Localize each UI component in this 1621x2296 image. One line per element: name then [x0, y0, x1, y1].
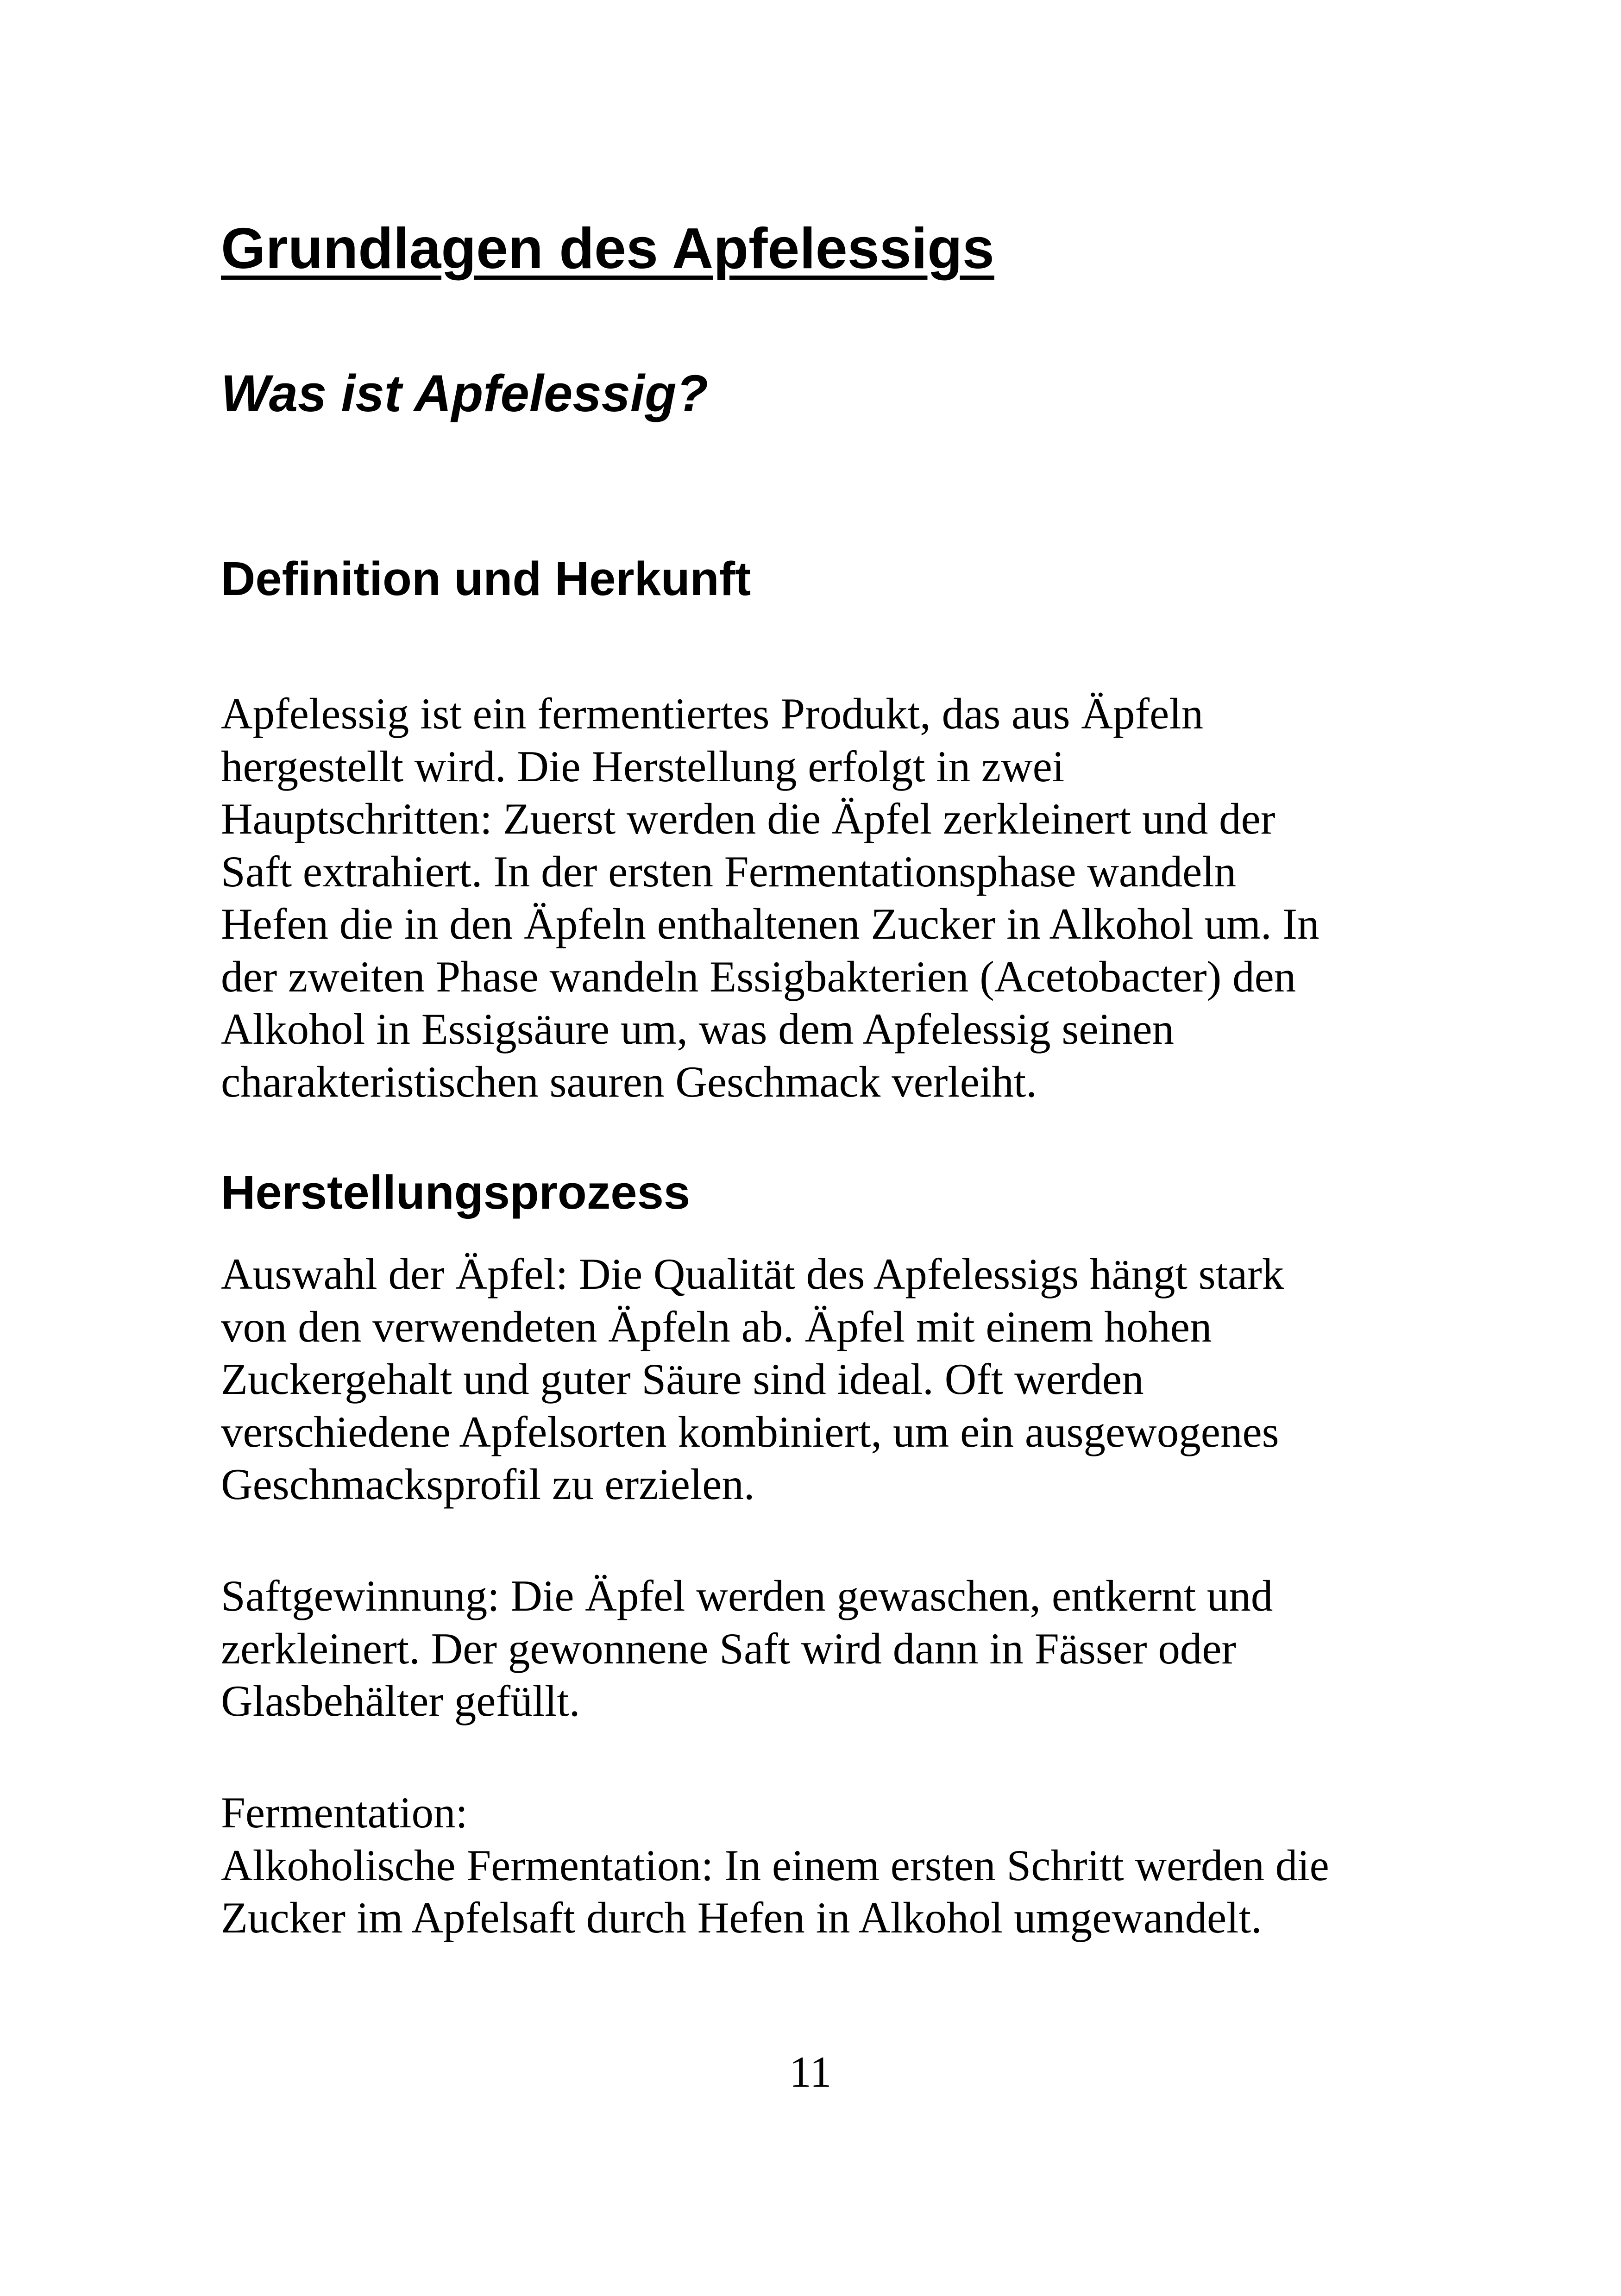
paragraph-saftgewinnung — [221, 1570, 1434, 1728]
text-line: Fermentation: — [221, 1788, 468, 1837]
text-line: der zweiten Phase wandeln Essigbakterien (Acetobacter) den — [221, 952, 1296, 1001]
text-line: Saftgewinnung: Die Äpfel werden gewaschen, entkernt und — [221, 1571, 1273, 1620]
paragraph-definition — [221, 688, 1434, 1108]
page-number: 11 — [789, 2047, 832, 2096]
text-line: Apfelessig ist ein fermentiertes Produkt, das aus Äpfeln — [221, 689, 1204, 738]
text-line: hergestellt wird. Die Herstellung erfolgt in zwei — [221, 741, 1065, 791]
text-line: zerkleinert. Der gewonnene Saft wird dann in Fässer oder — [221, 1624, 1237, 1673]
text-line: Hauptschritten: Zuerst werden die Äpfel zerkleinert und der — [221, 794, 1275, 843]
text-line: Zucker im Apfelsaft durch Hefen in Alkohol umgewandelt. — [221, 1893, 1262, 1942]
section-heading-definition: Definition und Herkunft — [221, 552, 751, 605]
text-line: charakteristischen sauren Geschmack verleiht. — [221, 1057, 1037, 1106]
text-line: von den verwendeten Äpfeln ab. Äpfel mit einem hohen — [221, 1302, 1212, 1351]
text-line: verschiedene Apfelsorten kombiniert, um ein ausgewogenes — [221, 1407, 1279, 1456]
text-line: Hefen die in den Äpfeln enthaltenen Zucker in Alkohol um. In — [221, 899, 1319, 948]
document-subtitle: Was ist Apfelessig? — [221, 364, 708, 422]
text-line: Zuckergehalt und guter Säure sind ideal. Oft werden — [221, 1355, 1144, 1404]
paragraph-fermentation — [221, 1787, 1434, 1945]
text-line: Geschmacksprofil zu erzielen. — [221, 1460, 755, 1509]
text-line: Glasbehälter gefüllt. — [221, 1676, 580, 1725]
text-line: Saft extrahiert. In der ersten Fermentationsphase wandeln — [221, 847, 1237, 896]
document-title: Grundlagen des Apfelessigs — [221, 217, 994, 281]
text-line: Alkohol in Essigsäure um, was dem Apfelessig seinen — [221, 1004, 1175, 1054]
paragraph-auswahl — [221, 1248, 1434, 1511]
text-line: Auswahl der Äpfel: Die Qualität des Apfelessigs hängt stark — [221, 1249, 1284, 1299]
section-heading-herstellungsprozess: Herstellungsprozess — [221, 1166, 691, 1219]
text-line: Alkoholische Fermentation: In einem ersten Schritt werden die — [221, 1840, 1329, 1890]
